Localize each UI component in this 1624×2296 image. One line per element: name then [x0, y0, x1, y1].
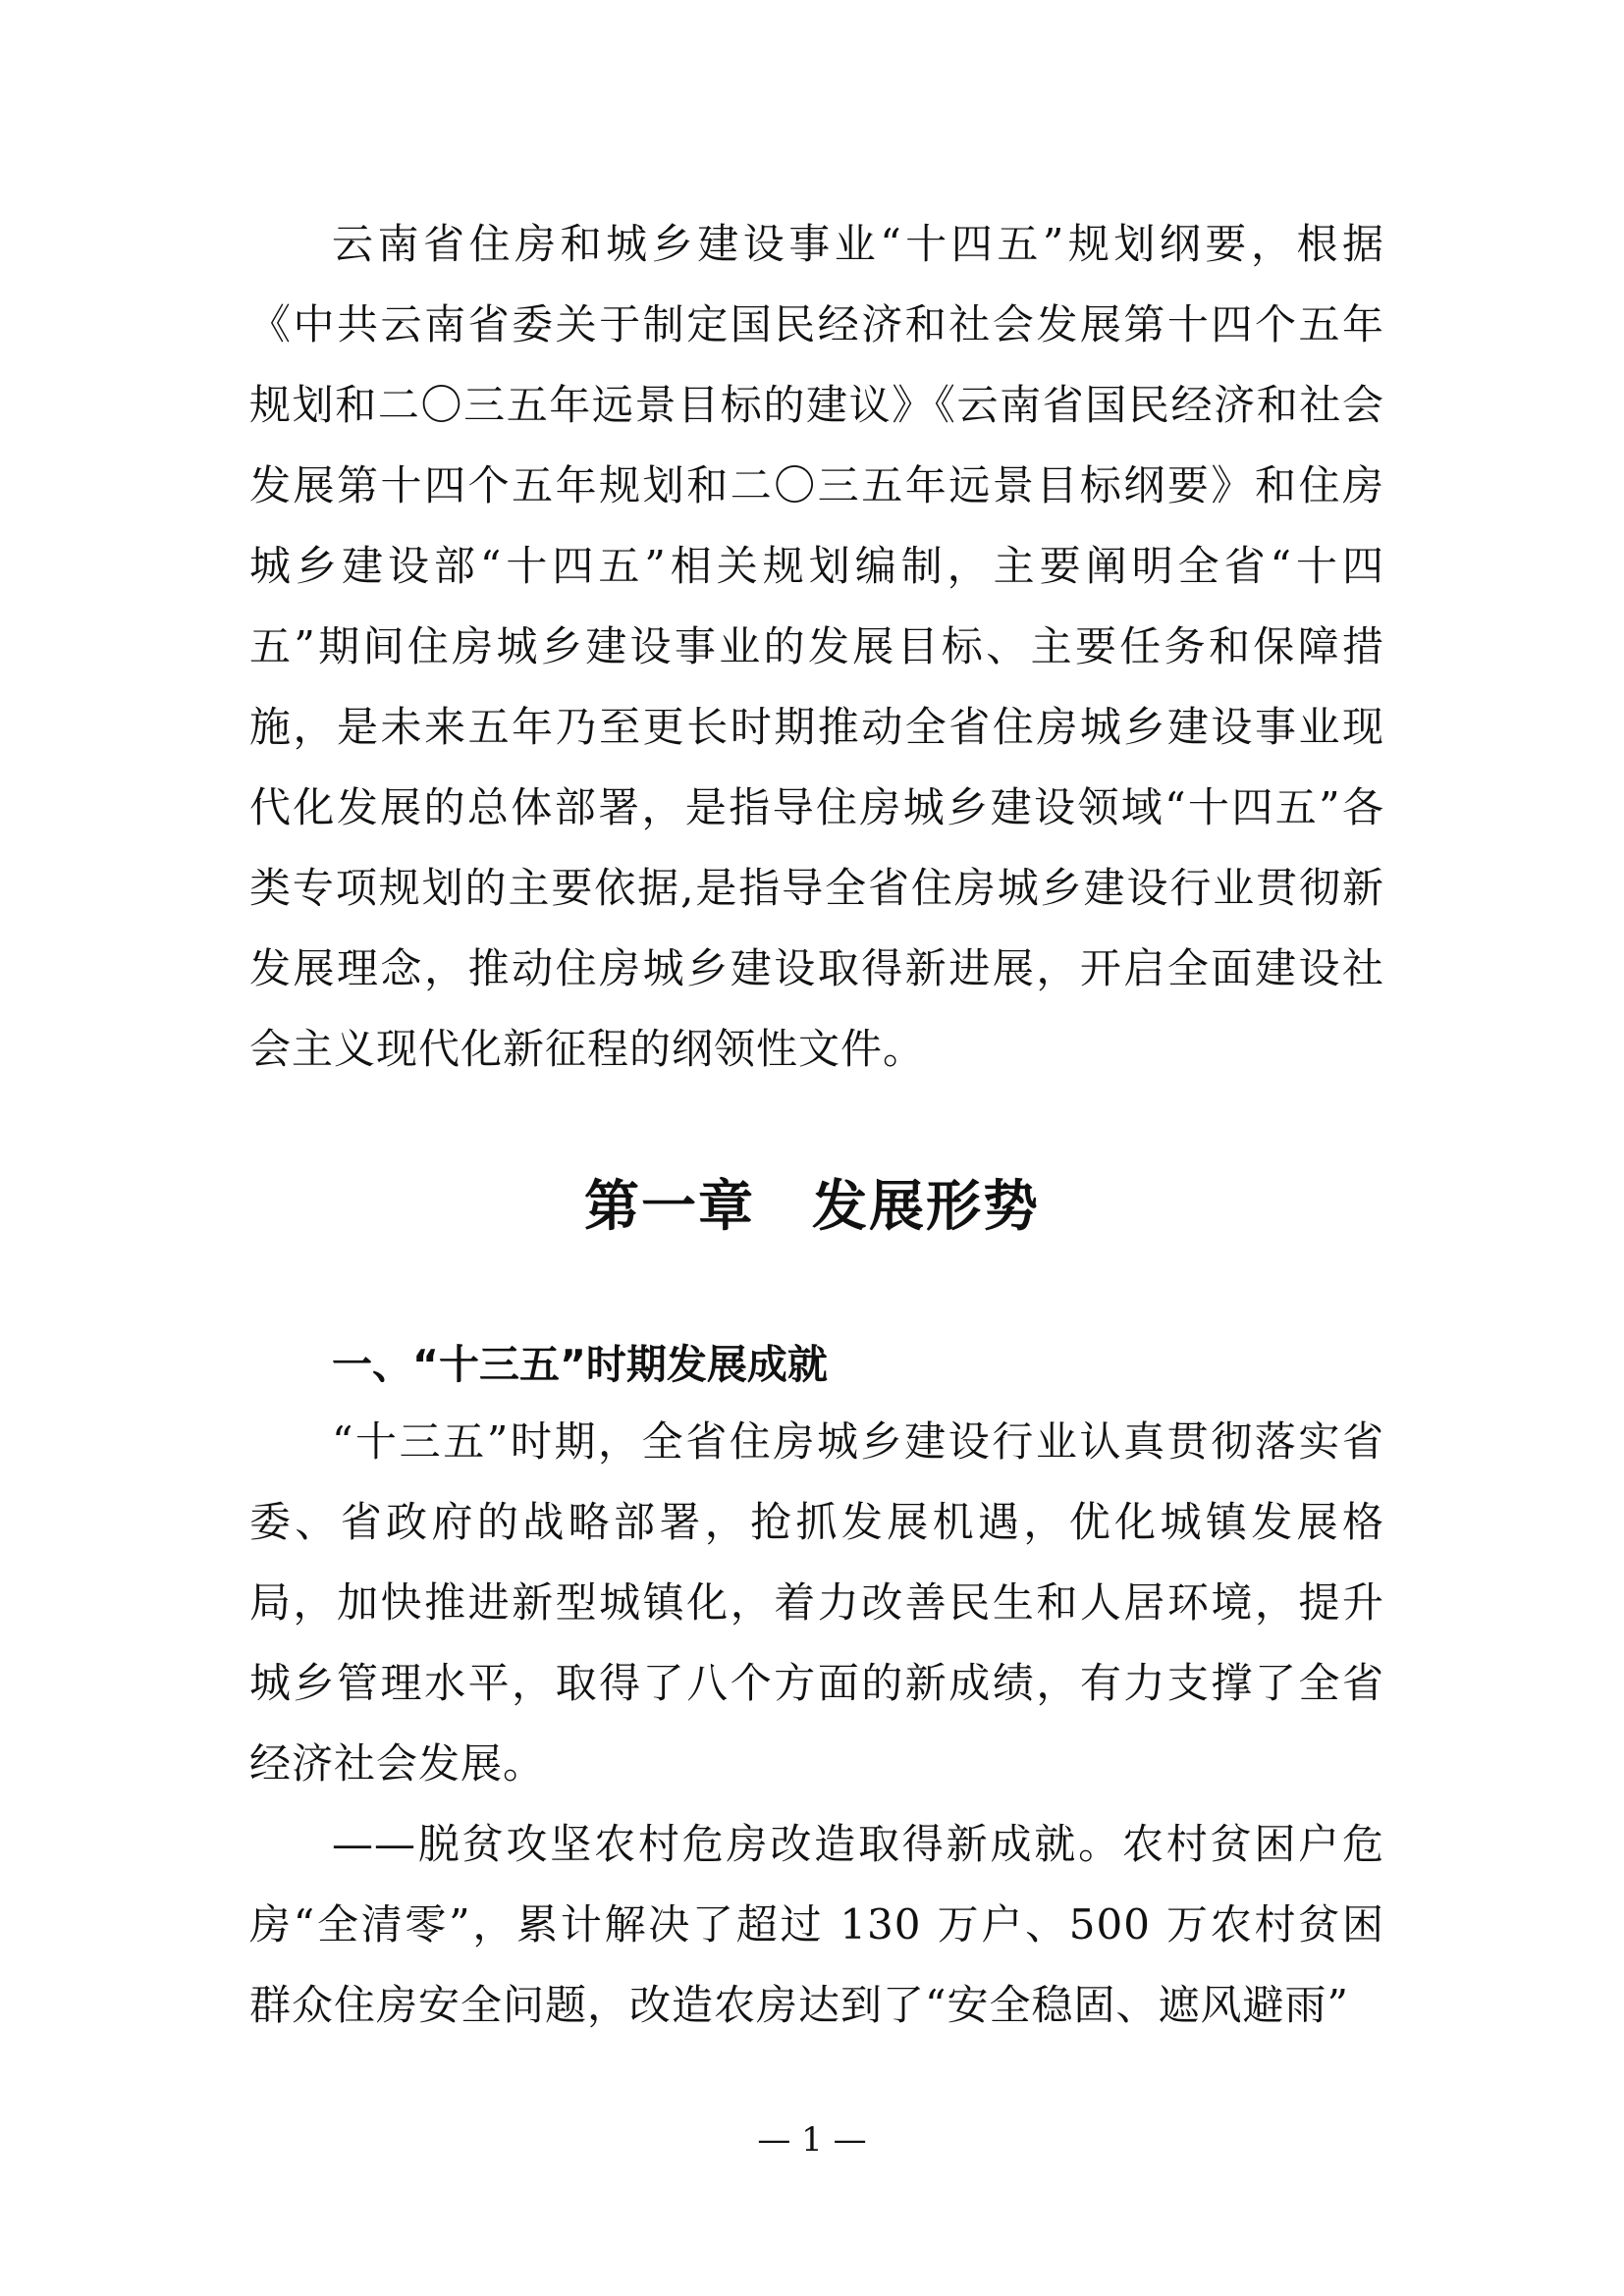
section-body — [249, 1402, 1384, 2046]
page-number: — 1 — — [757, 2120, 867, 2160]
intro-paragraph: 云南省住房和城乡建设事业“十四五”规划纲要，根据《中共云南省委关于制定国民经济和社会发展第十四个五年规划和二〇三五年远景目标的建议》《云南省国民经济和社会发展第十四个五年规划和二〇三五年远景目标纲要》和住房城乡建设部“十四五”相关规划编制，主要阐明全省“十四五”期间住房城乡建设事业的发展目标、主要任务和保障措施，是未来五年乃至更长时期推动全省住房城乡建设事业现代化发展的总体部署，是指导住房城乡建设领域“十四五”各类专项规划的主要依据,是指导全省住房城乡建设行业贯彻新发展理念，推动住房城乡建设取得新进展，开启全面建设社会主义现代化新征程的纲领性文件。 — [249, 220, 1384, 1073]
body-paragraph-achievements: “十三五”时期，全省住房城乡建设行业认真贯彻落实省委、省政府的战略部署，抢抓发展机遇，优化城镇发展格局，加快推进新型城镇化，着力改善民生和人居环境，提升城乡管理水平，取得了八个方面的新成绩，有力支撑了全省经济社会发展。 — [249, 1417, 1384, 1788]
body-paragraph-rural-housing: ——脱贫攻坚农村危房改造取得新成就。农村贫困户危房“全清零”，累计解决了超过 130 万户、500 万农村贫困群众住房安全问题，改造农房达到了“安全稳固、遮风避雨” — [249, 1820, 1384, 2029]
chapter-title: 第一章 发展形势 — [584, 1175, 1040, 1239]
section-heading: 一、“十三五”时期发展成就 — [332, 1341, 828, 1388]
intro-text-block — [249, 204, 1384, 1090]
